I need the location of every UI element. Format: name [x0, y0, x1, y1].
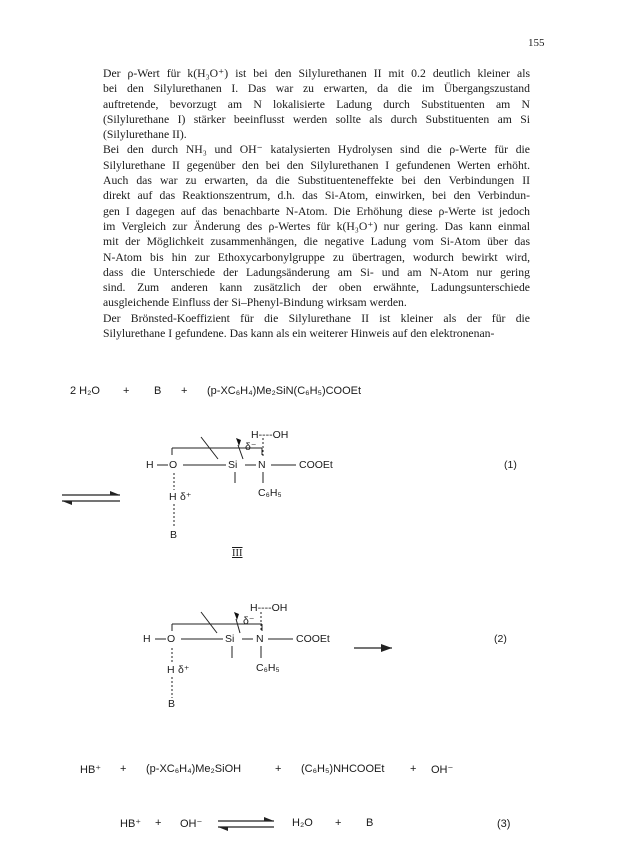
eq3-hb: HB⁺ [120, 818, 142, 830]
text-line: auftretende, bevorzugt am N lokalisierte Ladung durch Substituenten am N [103, 97, 530, 111]
atom-si: Si [225, 633, 235, 645]
text-line: N-Atom bis hin zur Ethoxycarbonylgruppe zu übertragen, wodurch bewirkt wird, [103, 250, 530, 264]
atom-cooet: COOEt [299, 459, 333, 471]
text-line: Bei den durch NH₃ und OH⁻ katalysierten Hydrolysen sind die ρ-Werte für die [103, 143, 530, 157]
plus-sign: + [335, 817, 342, 829]
transition-state-label: III [232, 548, 243, 559]
text-line: ausgleichende Einfluss der Si–Phenyl-Bindung wirksam werden. [103, 296, 407, 310]
plus-sign: + [120, 763, 127, 775]
equation-label: (3) [497, 818, 511, 830]
delta-minus: δ⁻ [245, 441, 257, 453]
plus-sign: + [410, 763, 417, 775]
phenyl-label: C₆H₅ [256, 662, 280, 674]
atom-n: N [258, 459, 266, 471]
text-line: Silylurethane I gefundene. Das kann als ein weiterer Hinweis auf den elektronenan- [103, 327, 495, 341]
text-line: mit der Möglichkeit zusammenhängen, die negative Ladung vom Si-Atom über das [103, 235, 530, 249]
atom-o: O [169, 459, 178, 471]
plus-sign: + [123, 385, 130, 397]
text-line: Der Brönsted-Koeffizient für die Silylurethane II ist kleiner als der für die [103, 311, 530, 325]
plus-sign: + [155, 817, 162, 829]
atom-si: Si [228, 459, 238, 471]
text-line: sind. Zum anderen kann zusätzlich der oben erwähnte, Ladungsunterschiede [103, 281, 530, 295]
equation-label: (2) [494, 633, 507, 645]
plus-sign: + [181, 385, 188, 397]
atom-h: H [169, 491, 177, 503]
delta-plus: δ⁺ [180, 491, 192, 503]
delta-plus: δ⁺ [178, 664, 190, 676]
text-line: (Silylurethane II). [103, 128, 187, 142]
reactant-water: 2 H₂O [70, 385, 100, 397]
atom-o: O [167, 633, 176, 645]
text-line: direkt auf das Reaktionszentrum, d.h. das Si-Atom, einwirken, bei den Verbindun- [103, 189, 530, 203]
product-silanol: (p-XC₆H₄)Me₂SiOH [146, 763, 242, 775]
atom-n: N [256, 633, 264, 645]
phenyl-label: C₆H₅ [258, 487, 282, 499]
atom-cooet: COOEt [296, 633, 330, 645]
reactant-silylurethane: (p-XC₆H₄)Me₂SiN(C₆H₅)COOEt [207, 385, 362, 397]
text-line: bei den Silylurethanen I. Das war zu erwarten, da die im Übergangszustand [103, 82, 530, 96]
atom-h: H [143, 633, 151, 645]
text-line: Auch das war zu erwarten, da die Substituenteneffekte bei den Verbindungen II [103, 174, 530, 188]
eq3-water: H₂O [292, 817, 313, 829]
reactant-base: B [154, 385, 162, 397]
atom-h: H [146, 459, 154, 471]
h-oh-label: H----OH [251, 429, 289, 441]
eq3-base: B [366, 817, 374, 829]
product-carbamate: (C₆H₅)NHCOOEt [301, 763, 385, 775]
delta-minus: δ⁻ [243, 615, 255, 627]
text-line: Silylurethane II gegenüber den bei den Silylurethanen I gefundenen Werten erhöht. [103, 158, 530, 172]
page-number: 155 [528, 37, 545, 49]
plus-sign: + [275, 763, 282, 775]
text-line: im Vergleich zur Änderung des ρ-Wertes für k(H₃O⁺) nur gering. Das kann einmal [103, 219, 530, 233]
equation-label: (1) [504, 459, 517, 471]
atom-h: H [167, 664, 175, 676]
text-line: dass die Unterschiede der Ladungsänderung am Si- und am N-Atom nur gering [103, 265, 530, 279]
atom-b: B [170, 529, 178, 541]
eq3-hydroxide: OH⁻ [180, 818, 203, 830]
text-line: Der ρ-Wert für k(H₃O⁺) ist bei den Silylurethanen II mit 0.2 deutlich kleiner als [103, 67, 530, 80]
h-oh-label: H----OH [250, 602, 288, 614]
text-line: gen I dagegen auf das benachbarte N-Atom. Die Erhöhung diese ρ-Werte ist jedoch [103, 204, 530, 218]
text-line: (Silylurethane I) stärker beeinflusst werden sollte als durch Substituenten am Si [103, 112, 530, 126]
product-hb: HB⁺ [80, 764, 102, 776]
atom-b: B [168, 698, 176, 710]
product-hydroxide: OH⁻ [431, 764, 454, 776]
